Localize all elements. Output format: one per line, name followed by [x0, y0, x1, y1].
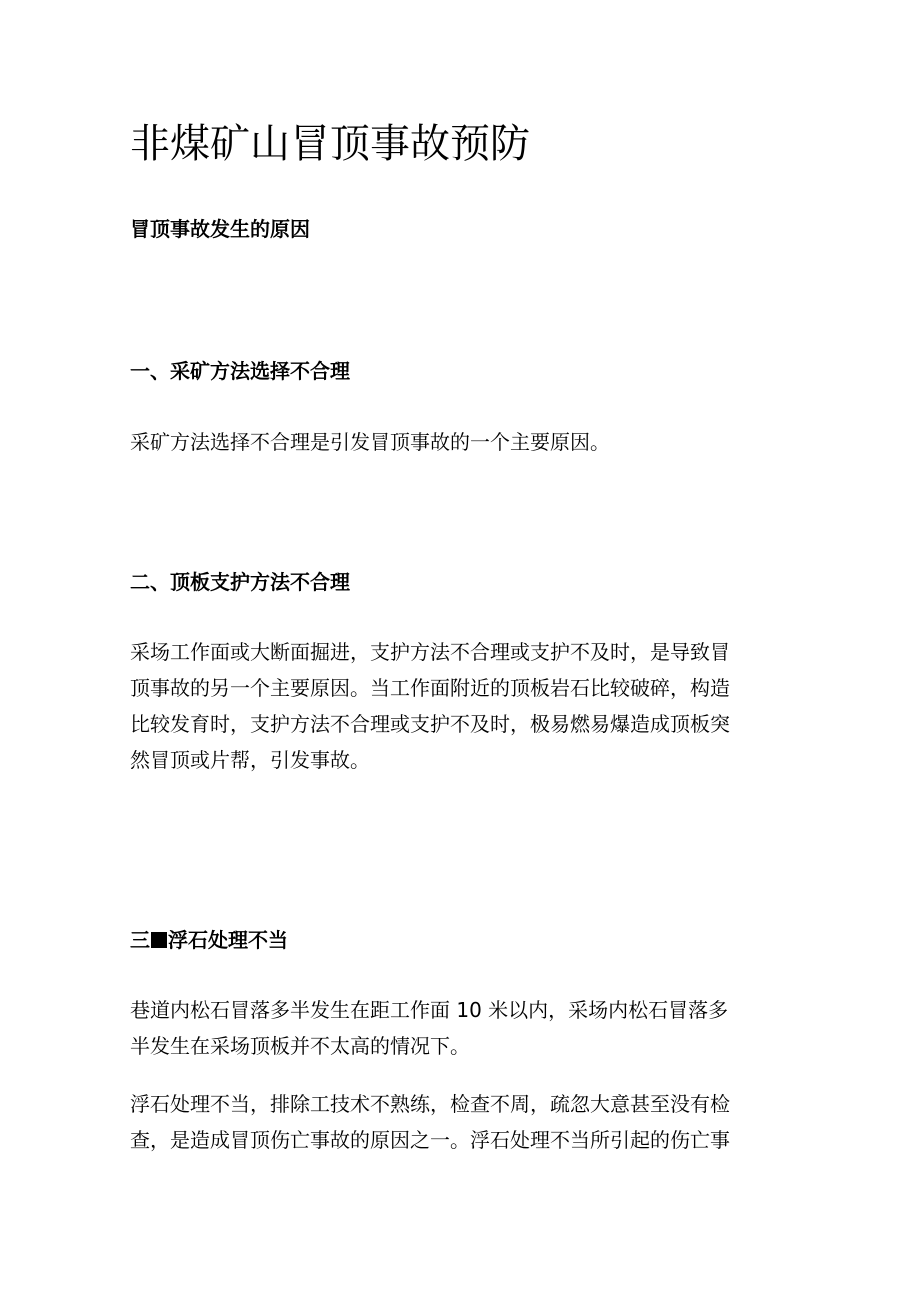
section-3-paragraph-2: [130, 1086, 800, 1158]
section-heading-3-text: 浮石处理不当: [168, 928, 288, 952]
section-heading-1: 一、采矿方法选择不合理: [130, 359, 350, 383]
paragraph-line: 巷道内松石冒落多半发生在距工作面 10 米以内，采场内松石冒落多: [130, 998, 729, 1022]
section-heading-3-prefix: 三: [130, 928, 150, 952]
black-square-icon: [151, 932, 167, 948]
paragraph-line: 半发生在采场顶板并不太高的情况下。: [130, 1034, 470, 1058]
paragraph-line: 查，是造成冒顶伤亡事故的原因之一。浮石处理不当所引起的伤亡事: [130, 1128, 730, 1152]
section-3-paragraph-1: [130, 992, 800, 1064]
paragraph-line: 然冒顶或片帮，引发事故。: [130, 748, 370, 772]
paragraph-line: 浮石处理不当，排除工技术不熟练，检查不周，疏忽大意甚至没有检: [130, 1092, 730, 1116]
paragraph-line: 采矿方法选择不合理是引发冒顶事故的一个主要原因。: [130, 430, 610, 454]
section-1-paragraph: [130, 424, 800, 460]
paragraph-line: 采场工作面或大断面掘进，支护方法不合理或支护不及时，是导致冒: [130, 640, 730, 664]
paragraph-line: 顶事故的另一个主要原因。当工作面附近的顶板岩石比较破碎，构造: [130, 676, 730, 700]
section-2-paragraph: [130, 634, 800, 778]
section-heading-2: 二、顶板支护方法不合理: [130, 570, 350, 594]
section-heading-3: [130, 925, 288, 955]
document-subtitle: 冒顶事故发生的原因: [130, 217, 310, 241]
paragraph-line: 比较发育时，支护方法不合理或支护不及时，极易燃易爆造成顶板突: [130, 712, 730, 736]
document-title: 非煤矿山冒顶事故预防: [130, 121, 530, 167]
